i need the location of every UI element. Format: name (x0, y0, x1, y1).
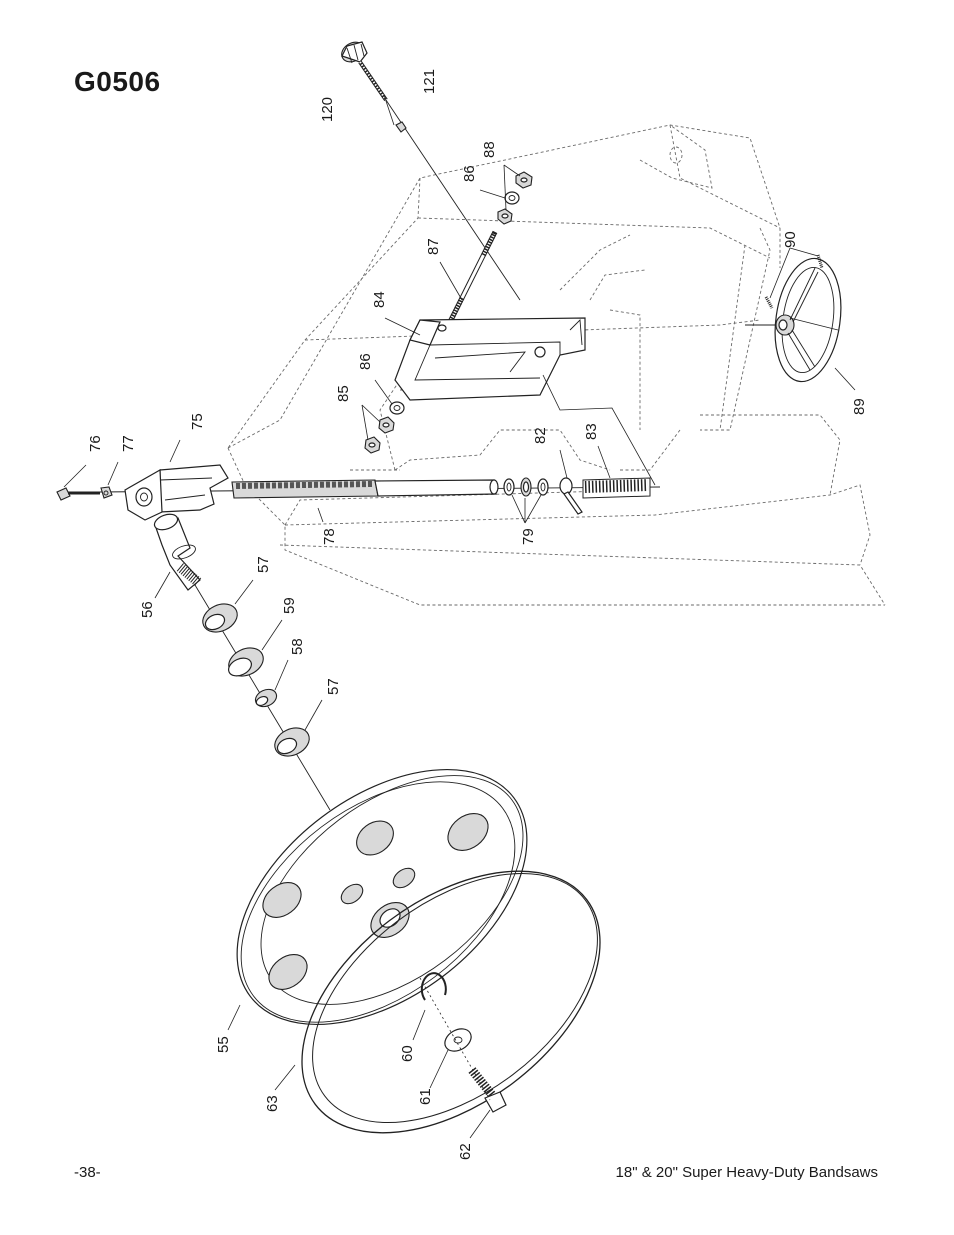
callout-88: 88 (481, 141, 498, 158)
callout-leaders (64, 95, 855, 1138)
callout-85: 85 (335, 385, 352, 402)
callout-56: 56 (139, 601, 156, 618)
callout-82: 82 (532, 427, 549, 444)
callout-121: 121 (421, 68, 438, 94)
callout-87: 87 (425, 238, 442, 255)
callout-90: 90 (782, 231, 799, 248)
callout-61: 61 (417, 1088, 434, 1105)
tension-pointer (560, 478, 582, 514)
callout-86-upper: 86 (461, 165, 478, 182)
callout-76: 76 (87, 435, 104, 452)
callout-62: 62 (457, 1143, 474, 1160)
page-title: G0506 (74, 66, 161, 97)
callout-59: 59 (281, 597, 298, 614)
slide-block (395, 318, 585, 400)
threaded-rod (450, 232, 495, 322)
page-number: -38- (74, 1164, 101, 1181)
bandsaw-wheel (190, 718, 574, 1076)
callout-77: 77 (120, 435, 137, 452)
bearing-bracket (57, 465, 228, 520)
callout-89: 89 (851, 398, 868, 415)
callout-120: 120 (319, 96, 336, 122)
callout-83: 83 (583, 423, 600, 440)
callout-78: 78 (321, 528, 338, 545)
callout-58: 58 (289, 638, 306, 655)
callout-57-upper: 57 (255, 556, 272, 573)
callout-63: 63 (264, 1095, 281, 1112)
lower-nut-washer (365, 402, 404, 453)
callout-labels (87, 69, 868, 1160)
callout-55: 55 (215, 1036, 232, 1053)
callout-60: 60 (399, 1045, 416, 1062)
callout-79: 79 (520, 528, 537, 545)
handwheel (745, 254, 848, 386)
compression-spring (583, 478, 650, 498)
callout-84: 84 (371, 291, 388, 308)
callout-75: 75 (189, 413, 206, 430)
upper-nut-washer (498, 172, 532, 224)
bearing-stack (198, 599, 314, 762)
washer-set (504, 478, 548, 496)
callout-86-lower: 86 (357, 353, 374, 370)
callout-57-lower: 57 (325, 678, 342, 695)
document-title: 18" & 20" Super Heavy-Duty Bandsaws (615, 1164, 878, 1181)
